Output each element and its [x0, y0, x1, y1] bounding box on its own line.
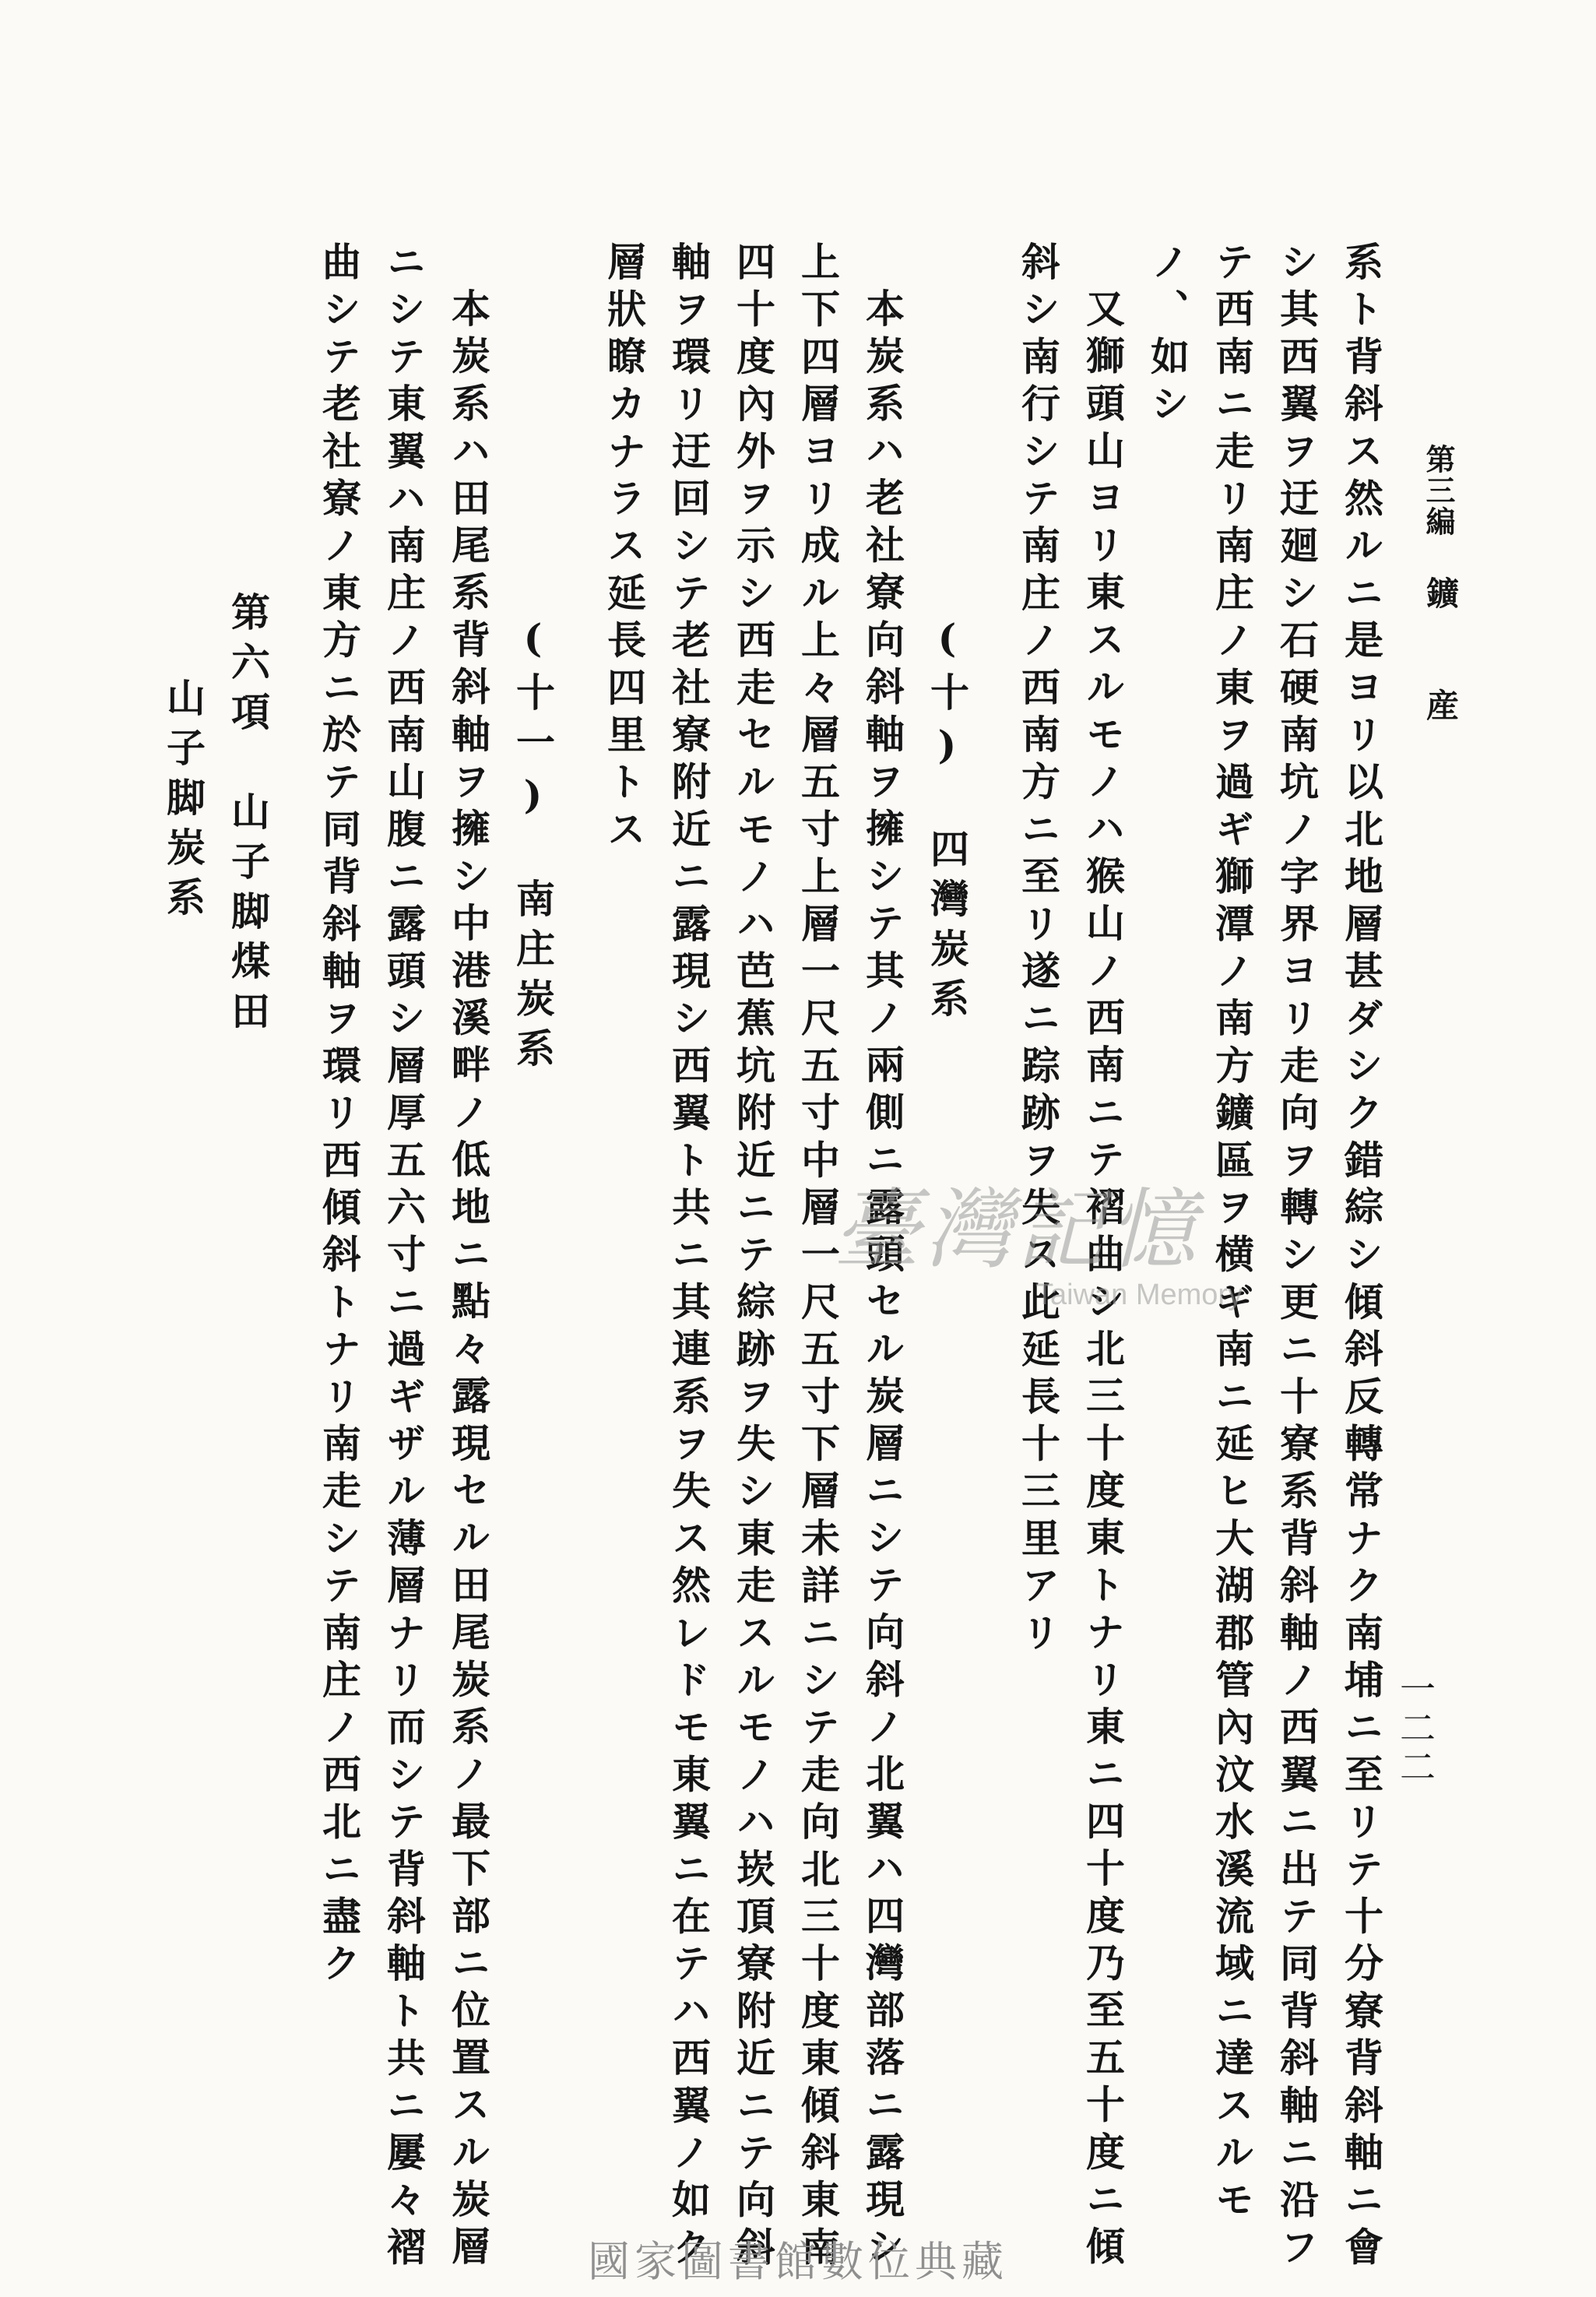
taiwan-memory-watermark [833, 1160, 1269, 1339]
chapter-label: 第三編 [1421, 444, 1456, 537]
heading-nanzhuang-coal-system: (十一) 南庄炭系 [510, 615, 556, 1078]
text-column-12: 本炭系ハ田尾系背斜軸ヲ擁シ中港溪畔ノ低地ニ點々露現セル田尾炭系ノ最下部ニ位置スル炭層 [445, 288, 491, 2274]
text-column-14: 曲シテ老社寮ノ東方ニ於テ同背斜軸ヲ環リ西傾斜トナリ南走シテ南庄ノ西北ニ盡ク [316, 241, 362, 1990]
text-column-13: ニシテ東翼ハ南庄ノ西南山腹ニ露頭シ層厚五六寸ニ過ギザル薄層ナリ而シテ背斜軸ト共ニ屢々褶 [381, 241, 427, 2274]
watermark-en-text: Taiwan Memory [1035, 1279, 1243, 1311]
section-label: 鑛 産 [1422, 576, 1460, 726]
heading-four-bay-coal-system: (十) 四灣炭系 [924, 615, 970, 1028]
text-column-4: ノ、如シ [1144, 241, 1190, 431]
watermark-cjk-text: 臺灣記憶 [833, 1180, 1201, 1281]
text-column-6: 斜シ南行シテ南庄ノ西南方ニ至リ遂ニ踪跡ヲ失ス此延長十三里アリ [1015, 241, 1061, 1659]
page-number: 一二二 [1394, 1670, 1436, 1787]
text-column-10: 軸ヲ環リ迂回シテ老社寮附近ニ露現シ西翼ト共ニ其連系ヲ失ス然レドモ東翼ニ在テハ西翼ノ如ク [666, 241, 712, 2274]
heading-shanzijiao-coal-system: 山子脚炭系 [160, 677, 206, 927]
text-column-11: 層狀瞭カナラス延長四里トス [601, 241, 647, 857]
heading-section-6-shanzijiao-coalfield: 第六項 山子脚煤田 [225, 592, 271, 1040]
text-column-3: テ西南ニ走リ南庄ノ東ヲ過ギ獅潭ノ南方鑛區ヲ横ギ南ニ延ヒ大湖郡管內汶水溪流域ニ達スルモ [1209, 241, 1255, 2227]
text-column-7: 本炭系ハ老社寮向斜軸ヲ擁シテ其ノ兩側ニ露頭セル炭層ニシテ向斜ノ北翼ハ四灣部落ニ露現シ [860, 288, 905, 2274]
text-column-5: 又獅頭山ヨリ東スルモノハ猴山ノ西南ニテ褶曲シ北三十度東トナリ東ニ四十度乃至五十度ニ傾 [1080, 288, 1126, 2274]
text-column-9: 四十度內外ヲ示シ西走セルモノハ芭蕉坑附近ニテ綜跡ヲ失シ東走スルモノハ崁頂寮附近ニテ向斜 [730, 241, 776, 2274]
text-column-1: 系ト背斜ス然ルニ是ヨリ以北地層甚ダシク錯綜シ傾斜反轉常ナク南埔ニ至リテ十分寮背斜軸ニ會 [1338, 241, 1384, 2274]
library-footer: 國家圖書館數位典藏 [588, 2237, 1008, 2286]
text-column-8: 上下四層ヨリ成ル上々層五寸上層一尺五寸中層一尺五寸下層未詳ニシテ走向北三十度東傾斜東南 [795, 241, 841, 2274]
text-column-2: シ其西翼ヲ迂廻シ石硬南坑ノ字界ヨリ走向ヲ轉シ更ニ十寮系背斜軸ノ西翼ニ出テ同背斜軸ニ沿フ [1274, 241, 1320, 2274]
